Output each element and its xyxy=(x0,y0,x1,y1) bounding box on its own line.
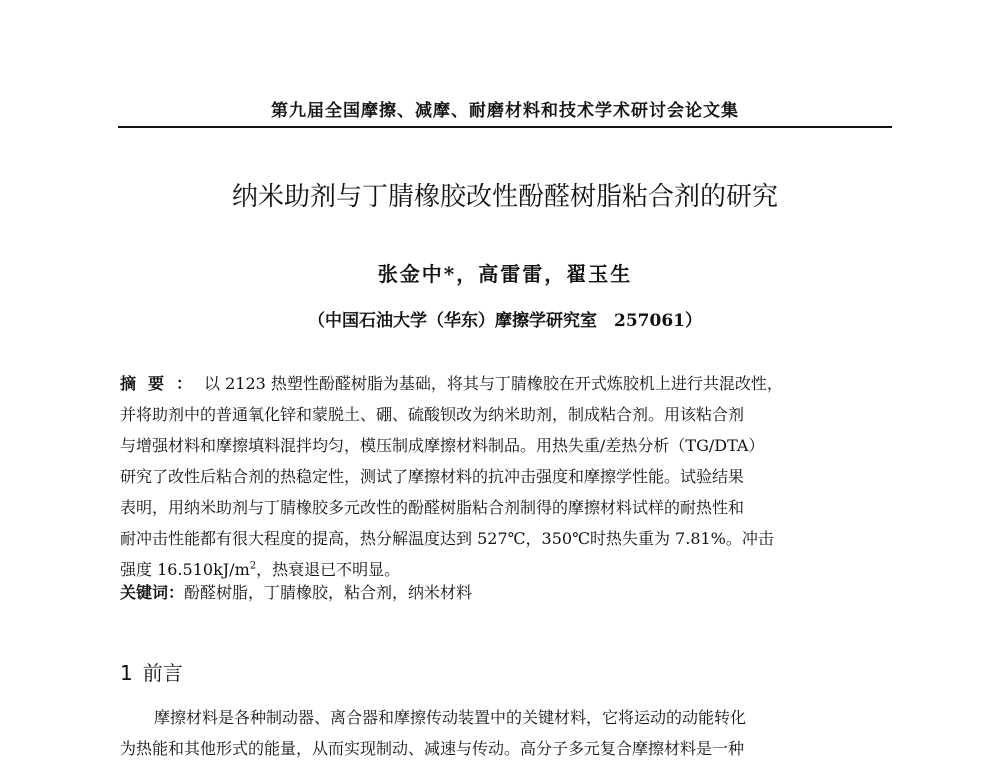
abstract-text: 强度 16.510kJ/m xyxy=(120,560,250,579)
abstract-line: 研究了改性后粘合剂的热稳定性，测试了摩擦材料的抗冲击强度和摩擦学性能。试验结果 xyxy=(120,467,745,486)
abstract xyxy=(120,368,890,585)
abstract-line: 与增强材料和摩擦填料混拌均匀，模压制成摩擦材料制品。用热失重/差热分析（TG/DTA） xyxy=(120,436,765,455)
keywords-label: 关键词： xyxy=(120,583,185,602)
section-number: 1 xyxy=(120,661,133,685)
section-heading xyxy=(120,657,183,686)
author-list: 张金中*，高雷雷，翟玉生 xyxy=(377,262,633,286)
abstract-line: 并将助剂中的普通氧化锌和蒙脱土、硼、硫酸钡改为纳米助剂，制成粘合剂。用该粘合剂 xyxy=(120,405,745,424)
header-rule xyxy=(118,126,892,128)
body-paragraph xyxy=(120,702,890,764)
superscript: 2 xyxy=(249,560,257,572)
abstract-line: 表明，用纳米助剂与丁腈橡胶多元改性的酚醛树脂粘合剂制得的摩擦材料试样的耐热性和 xyxy=(120,498,745,517)
abstract-line: 耐冲击性能都有很大程度的提高，热分解温度达到 527℃，350℃时热失重为 7.81%。冲击 xyxy=(120,529,774,548)
abstract-line xyxy=(120,368,890,399)
keywords-text: 酚醛树脂，丁腈橡胶，粘合剂，纳米材料 xyxy=(184,583,473,602)
body-line: 为热能和其他形式的能量，从而实现制动、减速与传动。高分子多元复合摩擦材料是一种 xyxy=(120,739,745,758)
running-header: 第九届全国摩擦、减摩、耐磨材料和技术学术研讨会论文集 xyxy=(271,101,739,121)
paper-title: 纳米助剂与丁腈橡胶改性酚醛树脂粘合剂的研究 xyxy=(231,182,778,212)
section-title: 前言 xyxy=(142,661,183,685)
abstract-text: ，热衰退已不明显。 xyxy=(256,560,401,579)
body-line: 摩擦材料是各种制动器、离合器和摩擦传动装置中的关键材料，它将运动的动能转化 xyxy=(154,708,747,727)
affiliation: （中国石油大学（华东）摩擦学研究室 257061） xyxy=(308,311,702,331)
abstract-text: 以 2123 热塑性酚醛树脂为基础，将其与丁腈橡胶在开式炼胶机上进行共混改性， xyxy=(204,374,783,393)
keywords xyxy=(120,580,890,603)
abstract-label: 摘要： xyxy=(120,374,205,393)
